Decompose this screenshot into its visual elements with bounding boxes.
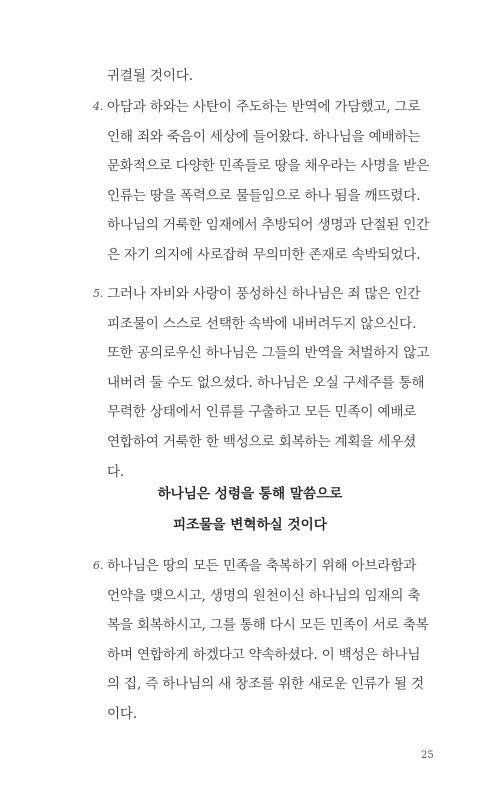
continuation-text: 귀결될 것이다. xyxy=(107,68,193,84)
page-number: 25 xyxy=(421,750,434,761)
paragraph-number-4: 4. xyxy=(93,100,104,113)
paragraph-6: 하나님은 땅의 모든 민족을 축복하기 위해 아브라함과 언약을 맺으시고, 생명의 원천이신 하나님의 임재의 축복을 회복하시고, 그를 통해 다시 모든 민족이 서로 축복하며 연합하게 하겠다고 약속하셨다. 이 백성은 하나님의 집, 즉 하나님의 새 창조를 위한 새로운 인류가 될 것이다. xyxy=(107,558,429,722)
paragraph-5: 그러나 자비와 사랑이 풍성하신 하나님은 죄 많은 인간 피조물이 스스로 선택한 속박에 내버려두지 않으신다. 또한 공의로우신 하나님은 그들의 반역을 처벌하지 않고 내버려 둘 수도 없으셨다. 하나님은 오실 구세주를 통해 무력한 상태에서 인류를 구출하고 모든 민족이 예배로 연합하여 거룩한 한 백성으로 회복하는 계획을 세우셨다. xyxy=(107,286,430,480)
section-heading-line-2: 피조물을 변혁하실 것이다 xyxy=(173,517,327,533)
paragraph-number-5: 5. xyxy=(93,287,104,300)
section-heading-line-1: 하나님은 성령을 통해 말씀으로 xyxy=(157,486,343,502)
paragraph-number-6: 6. xyxy=(93,559,104,572)
paragraph-4: 아담과 하와는 사탄이 주도하는 반역에 가담했고, 그로 인해 죄와 죽음이 세상에 들어왔다. 하나님을 예배하는 문화적으로 다양한 민족들로 땅을 채우라는 사명을 받은 인류는 땅을 폭력으로 물들임으로 하나 됨을 깨뜨렸다. 하나님의 거룩한 임재에서 추방되어 생명과 단절된 인간은 자기 의지에 사로잡혀 무의미한 존재로 속박되었다. xyxy=(107,99,430,263)
